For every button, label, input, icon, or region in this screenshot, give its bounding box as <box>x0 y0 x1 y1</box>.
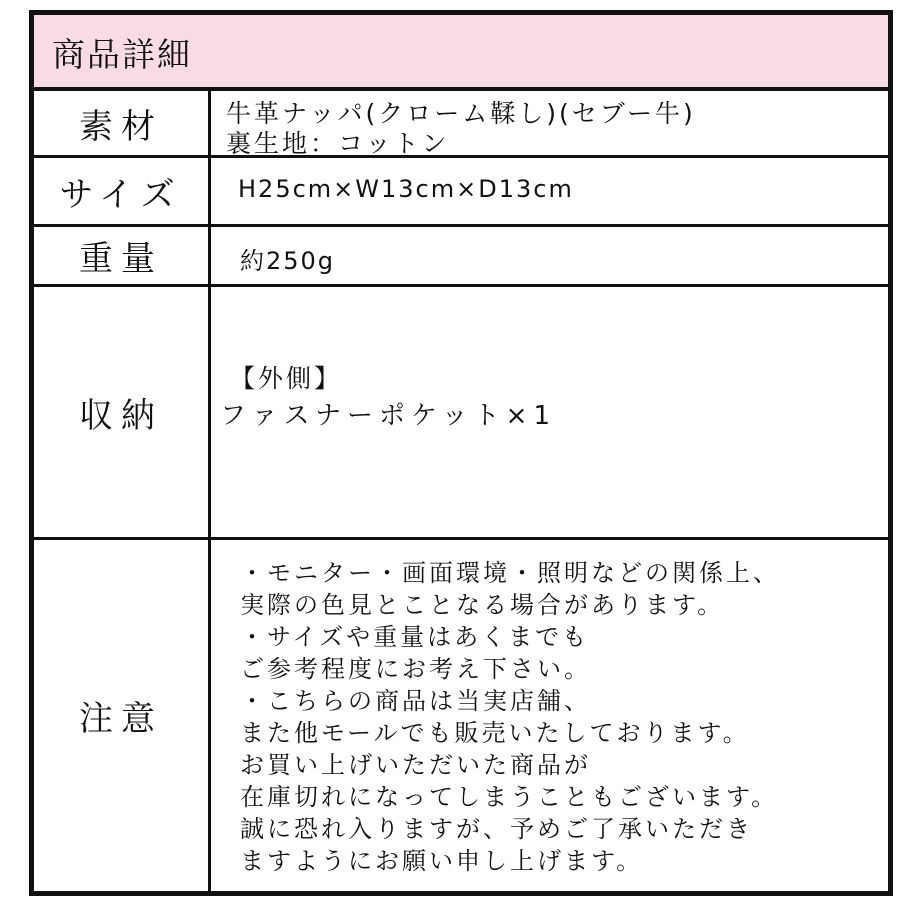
storage-value-cell <box>214 287 888 537</box>
note-line: ・こちらの商品は当実店舗、 <box>240 687 591 715</box>
material-label: 素材 <box>79 106 163 147</box>
note-line: お買い上げいただいた商品が <box>240 751 591 779</box>
size-value: H25cm×W13cm×D13cm <box>238 175 574 203</box>
table-title: 商品詳細 <box>52 35 192 74</box>
material-value-cell <box>214 91 888 158</box>
note-line: ますようにお願い申し上げます。 <box>240 847 644 875</box>
row-label-cell <box>34 227 211 284</box>
notes-value-cell <box>214 540 888 891</box>
weight-label: 重量 <box>79 239 163 279</box>
row-label-cell <box>34 540 211 891</box>
size-label: サイズ <box>59 174 183 215</box>
material-line-2: 裏生地：コットン <box>226 129 450 158</box>
table-header <box>34 15 888 91</box>
storage-label: 収納 <box>79 395 163 436</box>
weight-value: 約250g <box>240 247 336 275</box>
notes-label: 注意 <box>79 699 163 739</box>
row-label-cell <box>34 287 211 537</box>
note-line: 誠に恐れ入りますが、予めご了承いただき <box>240 815 753 843</box>
note-line: ご参考程度にお考え下さい。 <box>240 655 591 683</box>
row-notes <box>34 540 888 891</box>
note-line: また他モールでも販売いたしております。 <box>240 719 750 747</box>
note-line: ・モニター・画面環境・照明などの関係上、 <box>240 559 780 587</box>
product-details-table <box>29 10 893 896</box>
note-line: ・サイズや重量はあくまでも <box>240 623 590 651</box>
row-weight <box>34 227 888 287</box>
note-line: 実際の色見とことなる場合があります。 <box>240 591 725 619</box>
note-line: 在庫切れになってしまうこともございます。 <box>240 783 779 811</box>
storage-heading: 【外側】 <box>230 364 343 393</box>
row-label-cell <box>34 91 211 155</box>
storage-value: ファスナーポケット×1 <box>220 401 556 431</box>
size-value-cell <box>214 158 888 224</box>
row-label-cell <box>34 158 211 224</box>
weight-value-cell <box>214 227 888 284</box>
material-line-1: 牛革ナッパ(クローム鞣し)(セブー牛) <box>226 99 696 128</box>
row-material <box>34 91 888 158</box>
row-storage <box>34 287 888 540</box>
row-size <box>34 158 888 227</box>
